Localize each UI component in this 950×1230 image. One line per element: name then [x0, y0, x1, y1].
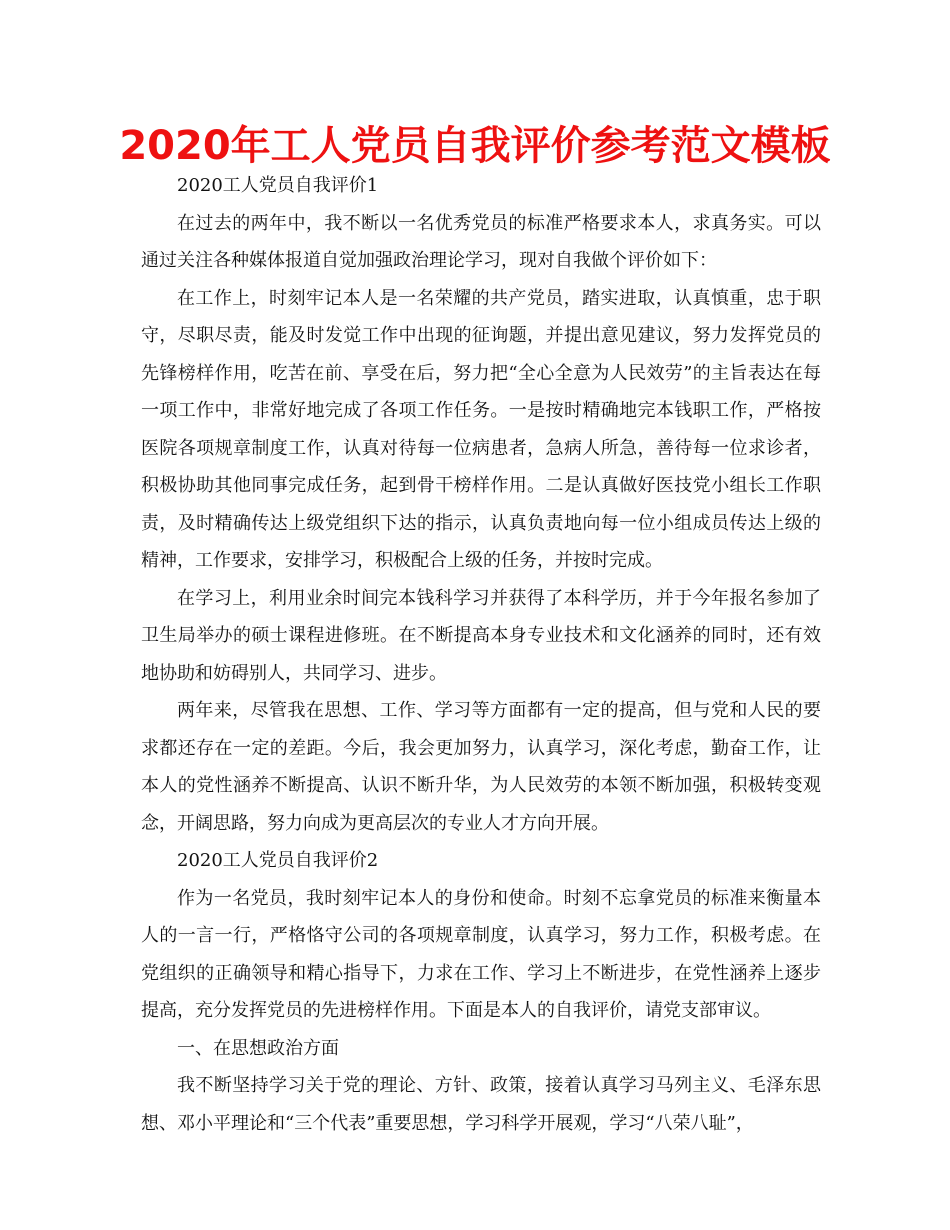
section-heading-2: 2020工人党员自我评价2 [177, 850, 379, 871]
section-heading-1: 2020工人党员自我评价1 [177, 175, 379, 196]
paragraph: 在过去的两年中，我不断以一名优秀党员的标准严格要求本人，求真务实。可以通过关注各种媒体报道自觉加强政治理论学习，现对自我做个评价如下： [141, 212, 821, 271]
paragraph: 在工作上，时刻牢记本人是一名荣耀的共产党员，踏实进取，认真慎重，忠于职守，尽职尽责，能及时发觉工作中出现的征询题，并提出意见建议，努力发挥党员的先锋榜样作用，吃苦在前、享受在后，努力把“全心全意为人民效劳”的主旨表达在每一项工作中，非常好地完成了各项工作任务。一是按时精确地完本钱职工作，严格按医院各项规章制度工作，认真对待每一位病患者，急病人所急，善待每一位求诊者，积极协助其他同事完成任务，起到骨干榜样作用。二是认真做好医技党小组长工作职责，及时精确传达上级党组织下达的指示，认真负责地向每一位小组成员传达上级的精神，工作要求，安排学习，积极配合上级的任务，并按时完成。 [141, 287, 821, 571]
paragraph: 在学习上，利用业余时间完本钱科学习并获得了本科学历，并于今年报名参加了卫生局举办的硕士课程进修班。在不断提高本身专业技术和文化涵养的同时，还有效地协助和妨碍别人，共同学习、进步。 [141, 587, 821, 684]
subsection-heading: 一、在思想政治方面 [177, 1037, 339, 1059]
document-title: 2020年工人党员自我评价参考范文模板 [119, 123, 831, 169]
paragraph: 作为一名党员，我时刻牢记本人的身份和使命。时刻不忘拿党员的标准来衡量本人的一言一行，严格恪守公司的各项规章制度，认真学习，努力工作，积极考虑。在党组织的正确领导和精心指导下，力求在工作、学习上不断进步，在党性涵养上逐步提高，充分发挥党员的先进榜样作用。下面是本人的自我评价，请党支部审议。 [141, 887, 821, 1021]
document-body [141, 167, 821, 1142]
paragraph: 我不断坚持学习关于党的理论、方针、政策，接着认真学习马列主义、毛泽东思想、邓小平理论和“三个代表”重要思想，学习科学开展观，学习“八荣八耻”， [141, 1075, 821, 1134]
paragraph: 两年来，尽管我在思想、工作、学习等方面都有一定的提高，但与党和人民的要求都还存在一定的差距。今后，我会更加努力，认真学习，深化考虑，勤奋工作，让本人的党性涵养不断提高、认识不断升华，为人民效劳的本领不断加强，积极转变观念，开阔思路，努力向成为更高层次的专业人才方向开展。 [141, 700, 821, 834]
